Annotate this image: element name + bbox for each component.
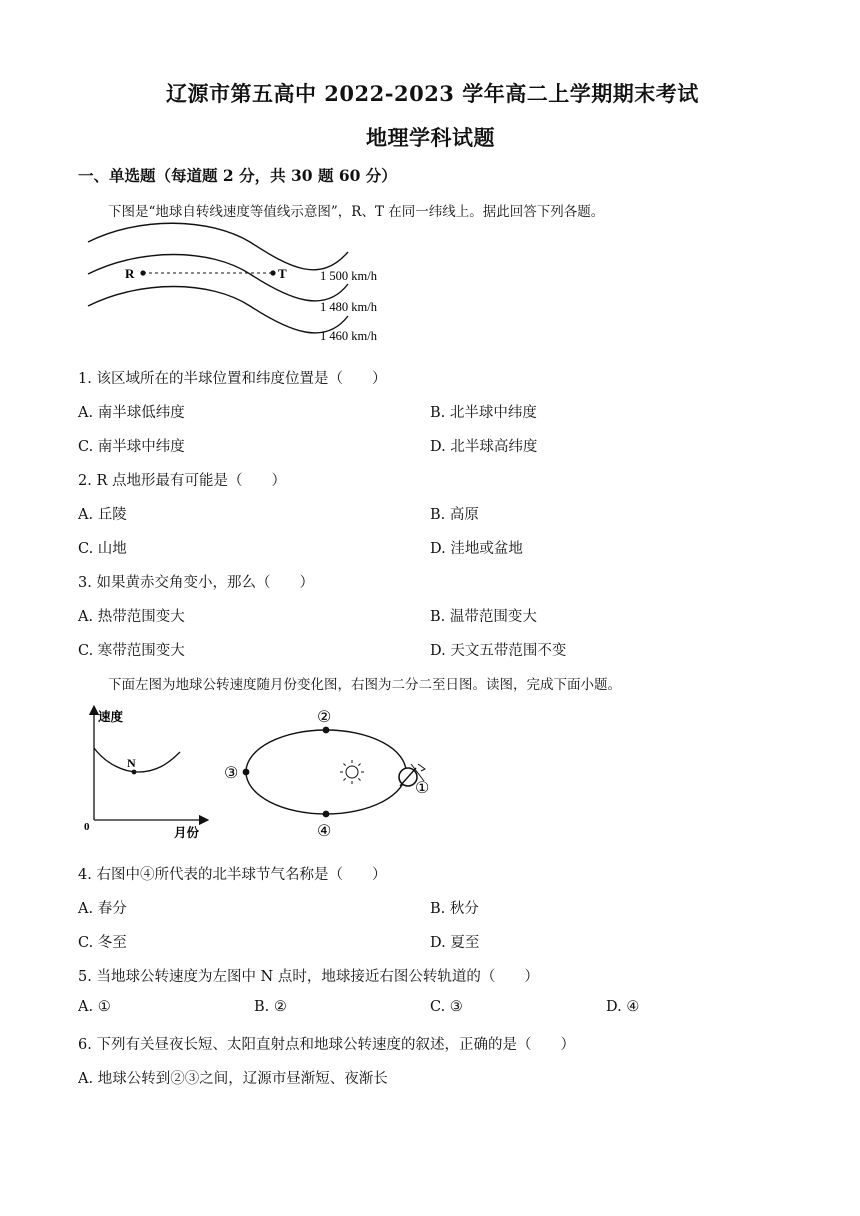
orbit-ellipse	[246, 730, 406, 814]
point-r-dot	[140, 270, 145, 275]
question-5-option-d[interactable]: D. ④	[606, 999, 640, 1015]
origin-label: 0	[84, 821, 90, 833]
question-1-option-d[interactable]: D. 北半球高纬度	[430, 439, 538, 455]
position-2-label: ②	[317, 709, 332, 726]
y-axis-label: 速度	[98, 710, 124, 724]
intro-text-2: 下面左图为地球公转速度随月份变化图，右图为二分二至日图。读图，完成下面小题。	[108, 677, 621, 693]
position-3-label: ③	[224, 765, 239, 782]
question-3-stem: 3. 如果黄赤交角变小，那么（ ）	[78, 575, 314, 591]
isoline-label-1460: 1 460 km/h	[320, 329, 377, 343]
question-6-option-a[interactable]: A. 地球公转到②③之间，辽源市昼渐短、夜渐长	[78, 1071, 388, 1087]
isoline-1500	[88, 223, 348, 270]
question-3-option-c[interactable]: C. 寒带范围变大	[78, 643, 185, 659]
question-3-option-b[interactable]: B. 温带范围变大	[430, 609, 537, 625]
question-2-option-b[interactable]: B. 高原	[430, 507, 479, 523]
question-2-stem: 2. R 点地形最有可能是（ ）	[78, 473, 286, 489]
position-3-dot	[243, 769, 250, 776]
isoline-figure	[80, 222, 410, 352]
question-4-stem: 4. 右图中④所代表的北半球节气名称是（ ）	[78, 867, 387, 883]
position-1-label: ①	[415, 780, 430, 797]
question-5-stem: 5. 当地球公转速度为左图中 N 点时，地球接近右图公转轨道的（ ）	[78, 969, 539, 985]
question-5-option-c[interactable]: C. ③	[430, 999, 463, 1015]
point-t-label: T	[278, 266, 287, 281]
point-t-dot	[270, 270, 275, 275]
speed-graph	[76, 702, 216, 842]
question-5-option-b[interactable]: B. ②	[254, 999, 287, 1015]
question-4-option-b[interactable]: B. 秋分	[430, 901, 479, 917]
position-4-dot	[323, 811, 330, 818]
intro-text-1: 下图是“地球自转线速度等值线示意图”，R、T 在同一纬线上。据此回答下列各题。	[108, 204, 605, 220]
question-5-option-a[interactable]: A. ①	[78, 999, 111, 1015]
question-6-stem: 6. 下列有关昼夜长短、太阳直射点和地球公转速度的叙述，正确的是（ ）	[78, 1037, 575, 1053]
question-4-option-c[interactable]: C. 冬至	[78, 935, 127, 951]
isoline-label-1480: 1 480 km/h	[320, 300, 377, 314]
point-n-label: N	[127, 756, 136, 770]
question-2-option-d[interactable]: D. 洼地或盆地	[430, 541, 523, 557]
isoline-label-1500: 1 500 km/h	[320, 269, 377, 283]
isoline-1460	[88, 287, 348, 333]
question-4-option-d[interactable]: D. 夏至	[430, 935, 480, 951]
point-r-label: R	[125, 266, 135, 281]
page-title: 辽源市第五高中 2022-2023 学年高二上学期期末考试	[166, 81, 699, 106]
question-1-option-c[interactable]: C. 南半球中纬度	[78, 439, 185, 455]
question-2-option-c[interactable]: C. 山地	[78, 541, 127, 557]
position-2-dot	[323, 727, 330, 734]
question-1-option-a[interactable]: A. 南半球低纬度	[78, 405, 185, 421]
orbit-diagram	[220, 702, 440, 842]
speed-curve	[94, 748, 180, 772]
question-2-option-a[interactable]: A. 丘陵	[78, 507, 127, 523]
point-n-dot	[132, 770, 137, 775]
sun-icon	[340, 760, 364, 784]
page-subtitle: 地理学科试题	[366, 125, 495, 150]
question-4-option-a[interactable]: A. 春分	[78, 901, 127, 917]
question-3-option-a[interactable]: A. 热带范围变大	[78, 609, 185, 625]
question-1-stem: 1. 该区域所在的半球位置和纬度位置是（ ）	[78, 371, 387, 387]
position-4-label: ④	[317, 823, 332, 840]
question-3-option-d[interactable]: D. 天文五带范围不变	[430, 643, 567, 659]
question-1-option-b[interactable]: B. 北半球中纬度	[430, 405, 537, 421]
x-axis-label: 月份	[174, 826, 200, 840]
section-heading: 一、单选题（每道题 2 分，共 30 题 60 分）	[78, 166, 397, 185]
